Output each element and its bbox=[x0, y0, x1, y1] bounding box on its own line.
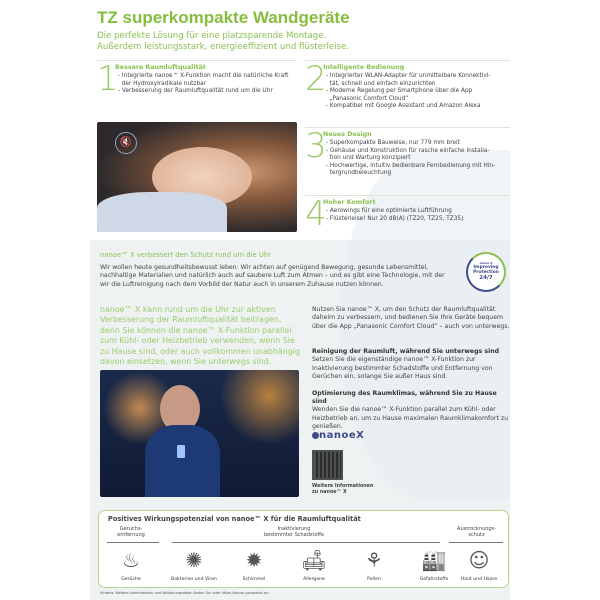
effect-label: Allergene bbox=[303, 577, 325, 582]
block-heading: Optimierung des Raumklimas, während Sie zu Hause sind bbox=[312, 389, 497, 406]
baby-father-photo bbox=[97, 122, 297, 232]
feature-number: 4 bbox=[305, 194, 327, 234]
category-dryness: Austrocknungs- schutz bbox=[457, 526, 496, 538]
effect-label: Gefahrstoffe bbox=[419, 577, 449, 582]
feature-bullet: - Moderne Regelung per Smartphone über die App bbox=[326, 88, 473, 95]
effect-item bbox=[164, 547, 224, 582]
feature-heading: Neues Design bbox=[323, 131, 372, 138]
feature-2 bbox=[305, 60, 510, 120]
factory-icon: 🏭 bbox=[421, 548, 447, 572]
effect-item bbox=[224, 547, 284, 582]
nanoe-highlight-text: nanoe™ X kann rund um die Uhr zur aktiven Verbesserung der Raumluftqualität beitragen, denn Sie können die nanoe™ X-Funktion parallel zum Kühl- oder Heizbetrieb verwenden, wenn Sie zu Hause sind, oder auch vollkommen unabhängig davon einsetzen, wenn Sie unterwegs sind. bbox=[100, 305, 300, 367]
feature-bullet: - Verbesserung der Raumluftqualität rund um die Uhr bbox=[118, 88, 273, 95]
feature-bullet: - Integrierter WLAN-Adapter für unmittelbare Konnektivi- bbox=[326, 73, 491, 79]
feature-bullet: - Superkompakte Bauweise, nur 779 mm breit bbox=[326, 140, 460, 146]
feature-bullet: - Kompatibel mit Google Assistant und Amazon Alexa bbox=[326, 103, 481, 110]
effect-label: Pollen bbox=[367, 577, 381, 582]
feature-bullet: tät, schnell und einfach einzurichten bbox=[326, 80, 436, 87]
feature-bullet: - Integrierte nanoe™ X-Funktion macht die natürliche Kraft bbox=[118, 73, 289, 79]
qr-caption: Weitere Informationen zu nanoe™ X bbox=[312, 484, 374, 495]
protection-badge: nanoe X Improving Protection 24/7 bbox=[466, 252, 506, 292]
feature-bullet: „Panasonic Comfort Cloud“ bbox=[326, 95, 409, 102]
feature-heading: Intelligente Bedienung bbox=[323, 64, 405, 71]
feature-bullet: der Hydroxylradikale nutzbar bbox=[118, 80, 207, 87]
woman-phone-photo bbox=[100, 370, 299, 497]
feature-bullet: - Gehäuse und Konstruktion für rasche einfache Installa- bbox=[326, 147, 490, 154]
effect-item bbox=[284, 547, 344, 582]
feature-number: 1 bbox=[97, 59, 119, 99]
effect-item bbox=[449, 547, 509, 582]
nanoex-logo: nanoeX bbox=[312, 430, 364, 441]
page-title: TZ superkompakte Wandgeräte bbox=[97, 8, 350, 27]
block-text: Setzen Sie die eigenständige nanoe™ X-Funktion zur Inaktivierung bestimmter Schadstoffe und Entfernung von Gerüchen ein, solange Sie außer Haus sind. bbox=[312, 356, 493, 381]
effect-label: Gerüche bbox=[121, 577, 141, 582]
mold-icon: ✹ bbox=[245, 548, 263, 572]
feature-bullet: - Hochwertige, intuitiv bedienbare Fernbedienung mit Hin- bbox=[326, 162, 496, 169]
feature-4 bbox=[305, 195, 510, 255]
feature-bullet: tion und Wartung konzipiert bbox=[326, 155, 411, 162]
footnote: Hinweis: Weitere Informationen und Validierungsdaten finden Sie unter https://aircon.panasonic.eu. bbox=[100, 591, 270, 595]
bacteria-icon: ✺ bbox=[185, 548, 203, 572]
feature-bullet: - Flüsterleise! Nur 20 dB(A) (TZ20, TZ25, TZ35) bbox=[326, 215, 464, 222]
effect-label: Haut und Haare bbox=[460, 577, 498, 582]
feature-heading: Hoher Komfort bbox=[323, 199, 376, 206]
effect-item bbox=[101, 547, 161, 582]
effect-item bbox=[344, 547, 404, 582]
sofa-icon: 🛋 bbox=[301, 548, 327, 572]
effects-box bbox=[98, 510, 509, 588]
cigarette-icon: ♨ bbox=[122, 548, 140, 572]
mute-icon: 🔇 bbox=[115, 132, 137, 154]
category-inactivation: Inaktivierung bestimmter Schadstoffe bbox=[263, 526, 325, 538]
nanoe-heading: nanoe™ X verbessert den Schutz rund um die Uhr bbox=[100, 251, 271, 259]
feature-number: 3 bbox=[305, 126, 327, 166]
subtitle: Die perfekte Lösung für eine platzsparende Montage. Außerdem leistungsstark, energieeffizient und flüsterleise. bbox=[97, 31, 350, 52]
feature-1 bbox=[97, 60, 297, 120]
feature-3 bbox=[305, 127, 510, 187]
feature-bullet: - Aerowings für eine optimierte Luftführung bbox=[326, 208, 452, 214]
category-odor: Geruchs- entfernung bbox=[117, 526, 145, 538]
qr-code[interactable] bbox=[312, 450, 343, 480]
feature-number: 2 bbox=[305, 59, 327, 99]
nanoe-intro: Wir wollen heute gesundheitsbewusst leben: Wir achten auf genügend Bewegung, gesunde Lebensmittel, nachhaltige Materialien und natürlich auch auf saubere Luft zum Atmen – und es gibt eine Technologie, mit der wir die Luftreinigung nach dem Vorbild der Natur auch in unserem Zuhause nutzen können. bbox=[100, 264, 445, 288]
flower-icon: ⚘ bbox=[365, 548, 383, 572]
block-heading: Reinigung der Raumluft, während Sie unterwegs sind bbox=[312, 348, 500, 355]
block-text: Wenden Sie die nanoe™ X-Funktion parallel zum Kühl- oder Heizbetrieb an, um zu Hause maximalen Raumklimakomfort zu genießen. bbox=[312, 406, 509, 431]
person-icon: ☺ bbox=[468, 548, 490, 572]
effects-title: Positives Wirkungspotenzial von nanoe™ X für die Raumluftqualität bbox=[108, 515, 361, 523]
nanoe-right-intro: Nutzen Sie nanoe™ X, um den Schutz der Raumluftqualität daheim zu verbessern, und bedienen Sie Ihre Geräte bequem über die App „Panasonic Comfort Cloud“ – auch von unterwegs. bbox=[312, 306, 510, 330]
feature-bullet: tergrundbeleuchtung bbox=[326, 170, 392, 177]
effect-label: Schimmel bbox=[242, 577, 266, 582]
feature-heading: Bessere Raumluftqualität bbox=[115, 64, 206, 71]
effect-label: Bakterien und Viren bbox=[171, 577, 217, 582]
